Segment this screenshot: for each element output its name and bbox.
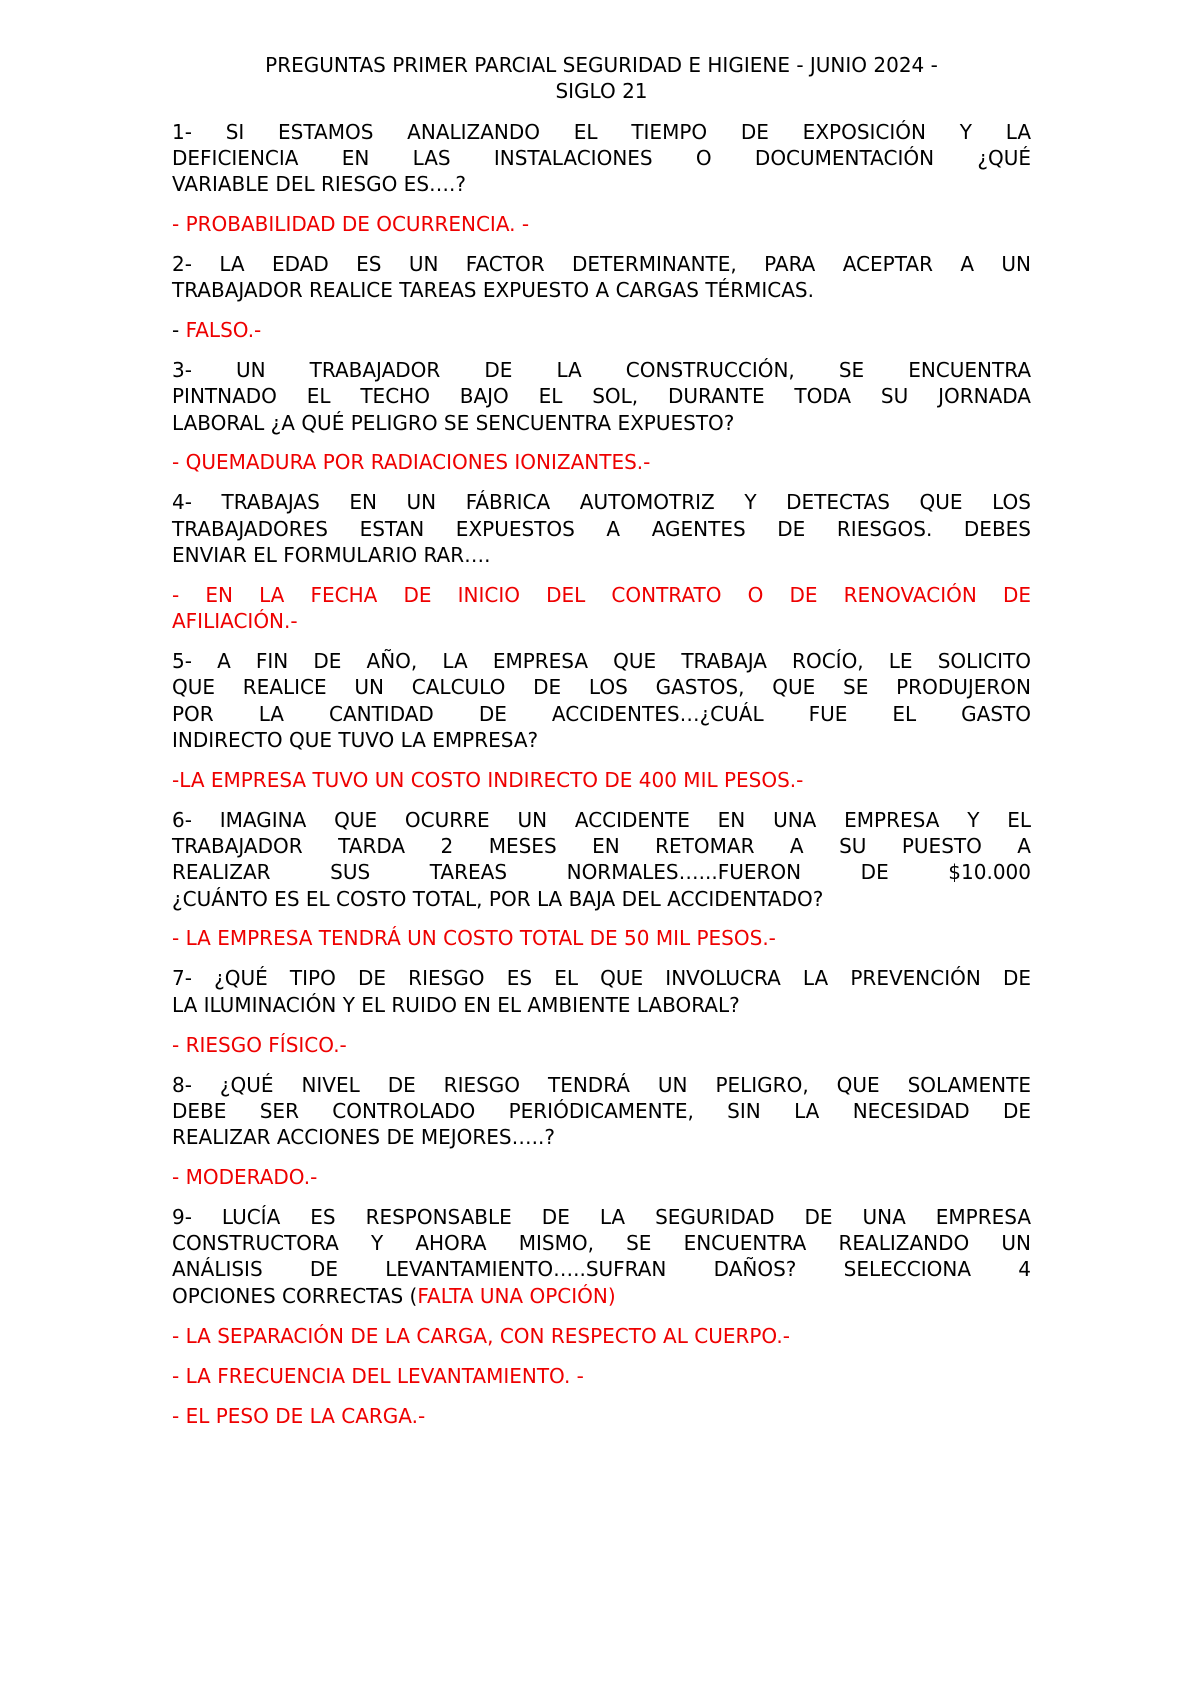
question-2 — [172, 251, 1031, 304]
question-line: ANÁLISIS DE LEVANTAMIENTO…..SUFRAN DAÑOS? SELECCIONA 4 — [172, 1257, 1031, 1282]
question-line: 7- ¿QUÉ TIPO DE RIESGO ES EL QUE INVOLUCRA LA PREVENCIÓN DE — [172, 966, 1031, 991]
answer-2 — [172, 317, 1031, 343]
question-line: 9- LUCÍA ES RESPONSABLE DE LA SEGURIDAD DE UNA EMPRESA — [172, 1204, 1031, 1229]
question-line: 3- UN TRABAJADOR DE LA CONSTRUCCIÓN, SE ENCUENTRA — [172, 358, 1031, 383]
answer-text: FALSO.- — [185, 318, 262, 343]
question-line: REALIZAR ACCIONES DE MEJORES…..? — [172, 1125, 555, 1150]
answer-8: - MODERADO.- — [172, 1164, 318, 1189]
answer-7: - RIESGO FÍSICO.- — [172, 1032, 347, 1057]
question-line: 2- LA EDAD ES UN FACTOR DETERMINANTE, PARA ACEPTAR A UN — [172, 251, 1031, 276]
answer-9c: - EL PESO DE LA CARGA.- — [172, 1403, 426, 1428]
question-3 — [172, 357, 1031, 436]
question-line — [172, 1283, 1031, 1309]
answer-line: - EN LA FECHA DE INICIO DEL CONTRATO O DE RENOVACIÓN DE — [172, 582, 1031, 607]
question-4 — [172, 489, 1031, 568]
question-9 — [172, 1204, 1031, 1309]
answer-9b: - LA FRECUENCIA DEL LEVANTAMIENTO. - — [172, 1363, 584, 1388]
document-page — [172, 52, 1031, 1443]
title-line-1: PREGUNTAS PRIMER PARCIAL SEGURIDAD E HIGIENE - JUNIO 2024 - — [265, 53, 938, 77]
question-6 — [172, 807, 1031, 912]
question-line: VARIABLE DEL RIESGO ES….? — [172, 172, 466, 197]
question-line: 6- IMAGINA QUE OCURRE UN ACCIDENTE EN UNA EMPRESA Y EL — [172, 807, 1031, 832]
question-line: LA ILUMINACIÓN Y EL RUIDO EN EL AMBIENTE LABORAL? — [172, 992, 740, 1017]
question-line: REALIZAR SUS TAREAS NORMALES…...FUERON DE $10.000 — [172, 860, 1031, 885]
answer-line: AFILIACIÓN.- — [172, 609, 298, 634]
question-text: OPCIONES CORRECTAS ( — [172, 1283, 418, 1308]
answer-3: - QUEMADURA POR RADIACIONES IONIZANTES.- — [172, 450, 651, 475]
question-line: 1- SI ESTAMOS ANALIZANDO EL TIEMPO DE EXPOSICIÓN Y LA — [172, 119, 1031, 144]
question-line: DEFICIENCIA EN LAS INSTALACIONES O DOCUMENTACIÓN ¿QUÉ — [172, 145, 1031, 170]
document-title — [162, 52, 1041, 105]
note-missing-option: FALTA UNA OPCIÓN) — [417, 1283, 616, 1308]
answer-4 — [172, 582, 1031, 635]
answer-9a: - LA SEPARACIÓN DE LA CARGA, CON RESPECTO AL CUERPO.- — [172, 1323, 790, 1348]
answer-6: - LA EMPRESA TENDRÁ UN COSTO TOTAL DE 50 MIL PESOS.- — [172, 926, 776, 951]
question-line: TRABAJADOR TARDA 2 MESES EN RETOMAR A SU PUESTO A — [172, 834, 1031, 859]
answer-1: - PROBABILIDAD DE OCURRENCIA. - — [172, 211, 530, 236]
question-line: CONSTRUCTORA Y AHORA MISMO, SE ENCUENTRA REALIZANDO UN — [172, 1231, 1031, 1256]
question-line: ENVIAR EL FORMULARIO RAR…. — [172, 543, 491, 568]
question-8 — [172, 1072, 1031, 1151]
question-5 — [172, 648, 1031, 753]
question-line: POR LA CANTIDAD DE ACCIDENTES…¿CUÁL FUE EL GASTO — [172, 701, 1031, 726]
question-line: QUE REALICE UN CALCULO DE LOS GASTOS, QUE SE PRODUJERON — [172, 675, 1031, 700]
question-line: LABORAL ¿A QUÉ PELIGRO SE SENCUENTRA EXPUESTO? — [172, 410, 735, 435]
question-line: 4- TRABAJAS EN UN FÁBRICA AUTOMOTRIZ Y DETECTAS QUE LOS — [172, 490, 1031, 515]
question-line: PINTNADO EL TECHO BAJO EL SOL, DURANTE TODA SU JORNADA — [172, 384, 1031, 409]
question-line: 5- A FIN DE AÑO, LA EMPRESA QUE TRABAJA ROCÍO, LE SOLICITO — [172, 649, 1031, 674]
question-1 — [172, 119, 1031, 198]
question-line: ¿CUÁNTO ES EL COSTO TOTAL, POR LA BAJA DEL ACCIDENTADO? — [172, 886, 824, 911]
question-line: INDIRECTO QUE TUVO LA EMPRESA? — [172, 727, 539, 752]
question-line: TRABAJADORES ESTAN EXPUESTOS A AGENTES DE RIESGOS. DEBES — [172, 516, 1031, 541]
question-7 — [172, 965, 1031, 1018]
question-line: DEBE SER CONTROLADO PERIÓDICAMENTE, SIN LA NECESIDAD DE — [172, 1098, 1031, 1123]
question-line: TRABAJADOR REALICE TAREAS EXPUESTO A CARGAS TÉRMICAS. — [172, 278, 814, 303]
answer-dash: - — [172, 318, 186, 343]
question-line: 8- ¿QUÉ NIVEL DE RIESGO TENDRÁ UN PELIGRO, QUE SOLAMENTE — [172, 1072, 1031, 1097]
answer-5: -LA EMPRESA TUVO UN COSTO INDIRECTO DE 400 MIL PESOS.- — [172, 767, 804, 792]
title-line-2: SIGLO 21 — [555, 79, 648, 104]
